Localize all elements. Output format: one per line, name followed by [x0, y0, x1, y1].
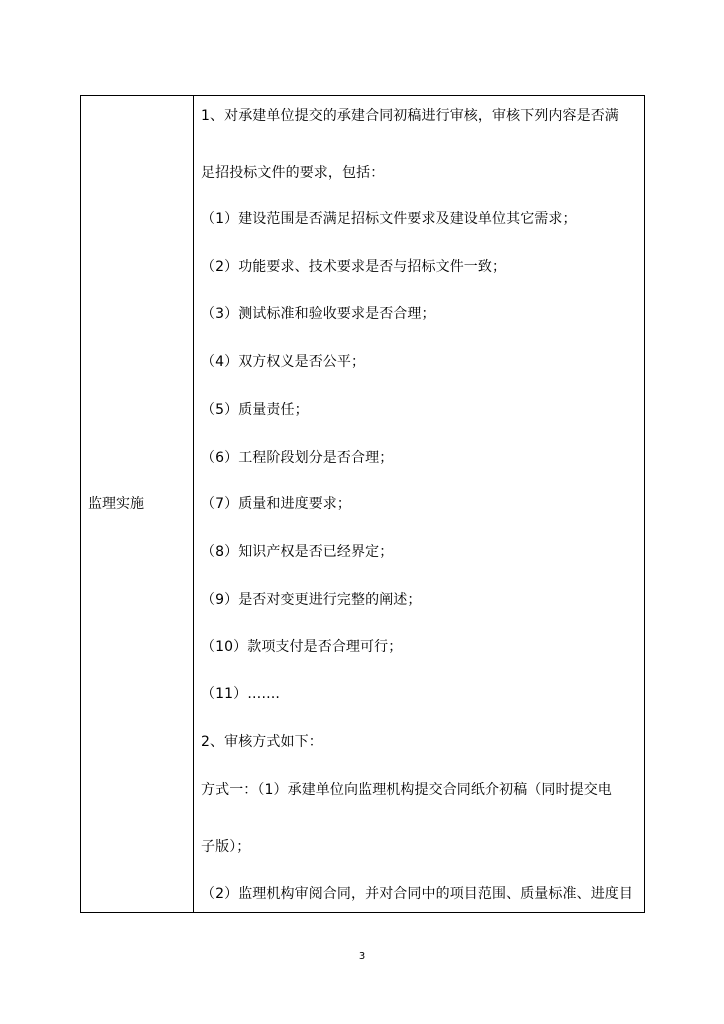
- content-line: （2）监理机构审阅合同，并对合同中的项目范围、质量标准、进度目: [201, 886, 634, 902]
- content-line: （1）建设范围是否满足招标文件要求及建设单位其它需求；: [201, 211, 577, 227]
- content-line: （3）测试标准和验收要求是否合理；: [201, 306, 436, 322]
- content-line: （11）…….: [201, 686, 280, 702]
- content-line: （8）知识产权是否已经界定；: [201, 544, 394, 560]
- content-line: （4）双方权义是否公平；: [201, 354, 366, 370]
- content-line: （10）款项支付是否合理可行；: [201, 639, 403, 655]
- page-number: 3: [358, 951, 366, 962]
- content-line: （2）功能要求、技术要求是否与招标文件一致；: [201, 259, 507, 275]
- content-line: 方式一：（1）承建单位向监理机构提交合同纸介初稿（同时提交电: [201, 782, 612, 798]
- content-line: （9）是否对变更进行完整的阐述；: [201, 592, 422, 608]
- content-line: 2、审核方式如下：: [201, 734, 323, 750]
- content-line: （6）工程阶段划分是否合理；: [201, 450, 394, 466]
- content-line: （7）质量和进度要求；: [201, 496, 352, 512]
- label-cell: [81, 96, 193, 912]
- content-line: （5）质量责任；: [201, 402, 309, 418]
- content-line: 足招投标文件的要求，包括：: [201, 165, 385, 181]
- content-line: 1、对承建单位提交的承建合同初稿进行审核，审核下列内容是否满: [201, 108, 619, 124]
- supervision-table: [80, 95, 645, 913]
- content-cell: [194, 96, 644, 912]
- content-line: 子版）；: [201, 839, 251, 855]
- row-label: 监理实施: [88, 496, 144, 512]
